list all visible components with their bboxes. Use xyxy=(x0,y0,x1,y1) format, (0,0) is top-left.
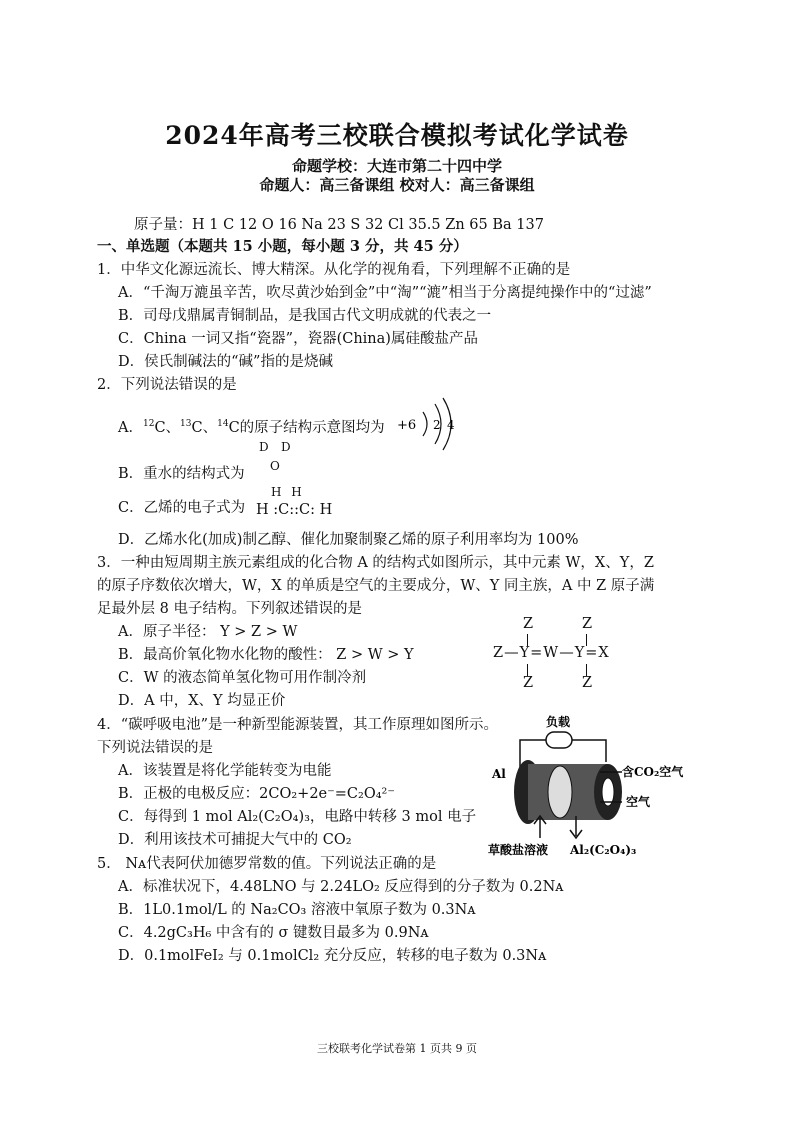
co2-air-label: 含CO₂空气 xyxy=(622,765,684,779)
q3-option-d: D．A 中，X、Y 均显正价 xyxy=(118,693,286,709)
q5-option-c: C．4.2gC₃H₆ 中含有的 σ 键数目最多为 0.9Nᴀ xyxy=(118,925,429,941)
authors-line: 命题人：高三备课组 校对人：高三备课组 xyxy=(259,176,535,194)
struct-main-chain: Z—Y=W—Y=X xyxy=(493,645,610,661)
q2-option-a: A．$^{12}$C、$^{13}$C、$^{14}$C的原子结构示意图均为 xyxy=(118,419,385,436)
electrolyte-label: 草酸盐溶液 xyxy=(488,843,549,857)
struct-top-z1: Z xyxy=(523,616,534,632)
q5-stem: 5． Nᴀ代表阿伏加德罗常数的值。下列说法正确的是 xyxy=(97,856,437,872)
q2-stem: 2．下列说法错误的是 xyxy=(97,377,237,393)
ethylene-top-h: H H xyxy=(271,485,305,499)
q2-a-prefix: A． xyxy=(118,420,143,436)
separator xyxy=(548,766,572,818)
q4-stem-2: 下列说法错误的是 xyxy=(97,740,213,756)
d2o-d-right: D xyxy=(281,440,291,454)
q3-option-a: A．原子半径： Y > Z > W xyxy=(118,624,298,640)
q2-a-text: C的原子结构示意图均为 xyxy=(228,420,385,436)
q4-option-a: A．该装置是将化学能转变为电能 xyxy=(118,763,332,779)
air-out-label: 空气 xyxy=(626,795,651,809)
shell-1-electrons: 2 xyxy=(433,418,441,432)
q3-option-c: C．W 的液态简单氢化物可用作制冷剂 xyxy=(118,670,367,686)
al-electrode-label: Al xyxy=(492,767,506,781)
q4-stem-1: 4．“碳呼吸电池”是一种新型能源装置，其工作原理如图所示。 xyxy=(97,717,499,733)
q4-option-d: D．利用该技术可捕捉大气中的 CO₂ xyxy=(118,832,352,848)
q5-option-d: D．0.1molFeI₂ 与 0.1molCl₂ 充分反应，转移的电子数为 0.3Nᴀ xyxy=(118,948,547,964)
q2-option-c: C．乙烯的电子式为 xyxy=(118,500,246,516)
q3-stem-2: 的原子序数依次增大，W，X 的单质是空气的主要成分，W、Y 同主族，A 中 Z 原子满 xyxy=(97,578,655,594)
q2-iso-12: 12 xyxy=(142,419,155,430)
load-label: 负载 xyxy=(546,715,571,729)
q3-stem-3: 足最外层 8 电子结构。下列叙述错误的是 xyxy=(97,601,362,617)
page-title: 2024年高考三校联合模拟考试化学试卷 xyxy=(165,121,629,150)
q1-option-d: D．侯氏制碱法的“碱”指的是烧碱 xyxy=(118,354,333,370)
atomic-structure-diagram xyxy=(395,394,465,454)
load-symbol xyxy=(546,732,572,748)
struct-bot-z1: Z xyxy=(523,675,534,691)
q4-option-b: B．正极的电极反应：2CO₂+2e⁻=C₂O₄²⁻ xyxy=(118,786,396,802)
q2-option-b: B．重水的结构式为 xyxy=(118,466,245,482)
struct-top-z2: Z xyxy=(582,616,593,632)
d2o-d-left: D xyxy=(259,440,269,454)
q2-iso-14: 14 xyxy=(217,419,229,430)
q1-option-c: C．China 一词又指“瓷器”，瓷器(China)属硅酸盐产品 xyxy=(118,331,478,347)
q2-iso-13: 13 xyxy=(180,419,192,430)
q1-option-a: A．“千淘万漉虽辛苦，吹尽黄沙始到金”中“淘”“漉”相当于分离提纯操作中的“过滤” xyxy=(118,285,652,301)
shell-2-electrons: 4 xyxy=(447,418,455,432)
product-label: Al₂(C₂O₄)₃ xyxy=(570,843,637,857)
q4-option-c: C．每得到 1 mol Al₂(C₂O₄)₃，电路中转移 3 mol 电子 xyxy=(118,809,477,825)
q1-option-b: B．司母戊鼎属青铜制品，是我国古代文明成就的代表之一 xyxy=(118,308,492,324)
q1-stem: 1．中华文化源远流长、博大精深。从化学的视角看，下列理解不正确的是 xyxy=(97,262,571,278)
q5-option-b: B．1L0.1mol/L 的 Na₂CO₃ 溶液中氧原子数为 0.3Nᴀ xyxy=(118,902,476,918)
q5-option-a: A．标准状况下，4.48LNO 与 2.24LO₂ 反应得到的分子数为 0.2Nᴀ xyxy=(118,879,564,895)
q3-stem-1: 3．一种由短周期主族元素组成的化合物 A 的结构式如图所示，其中元素 W，X、Y，Z xyxy=(97,555,654,571)
wire-right xyxy=(572,740,606,762)
atomic-masses: 原子量：H 1 C 12 O 16 Na 23 S 32 Cl 35.5 Zn 65 Ba 137 xyxy=(134,217,544,233)
page-footer: 三校联考化学试卷第 1 页共 9 页 xyxy=(317,1042,477,1055)
q2-option-d: D．乙烯水化(加成)制乙醇、催化加聚制聚乙烯的原子利用率均为 100% xyxy=(118,532,579,548)
struct-bot-z2: Z xyxy=(582,675,593,691)
battery-diagram xyxy=(488,712,698,862)
q3-option-b: B．最高价氧化物水化物的酸性： Z > W > Y xyxy=(118,647,414,663)
shell-arc-1 xyxy=(423,412,427,436)
school-line: 命题学校：大连市第二十四中学 xyxy=(291,157,502,175)
nucleus-label: +6 xyxy=(397,418,417,433)
ethylene-electron-formula: H :C::C: H xyxy=(256,502,333,518)
d2o-oxygen: O xyxy=(270,459,280,473)
section-heading: 一、单选题（本题共 15 小题，每小题 3 分，共 45 分） xyxy=(97,238,468,255)
